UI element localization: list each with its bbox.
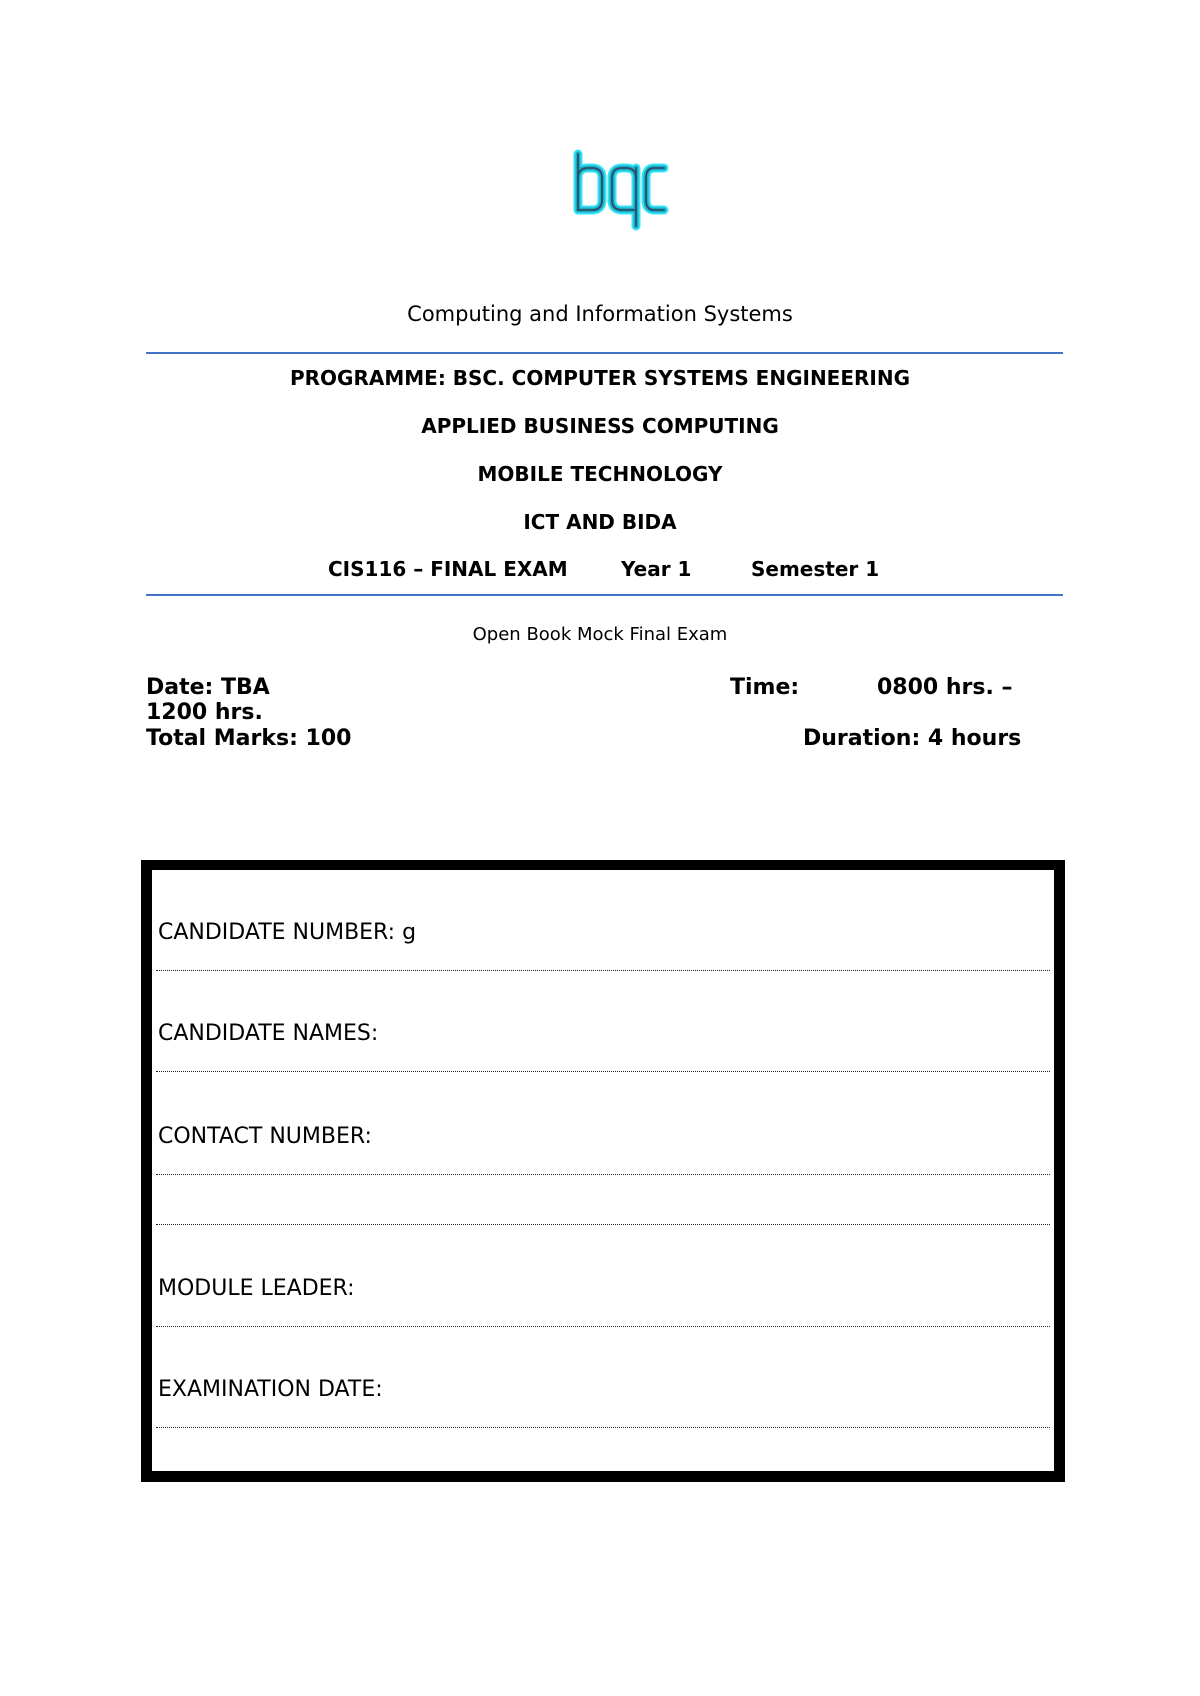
candidate-number-line[interactable] [156,970,1050,971]
candidate-names-line[interactable] [156,1071,1050,1072]
contact-number-label: CONTACT NUMBER: [158,1124,372,1149]
exam-semester: Semester 1 [751,557,880,581]
header-rule-bottom [146,594,1063,596]
header-rule-top [146,352,1063,354]
department-name: Computing and Information Systems [407,302,793,326]
course-line-2: MOBILE TECHNOLOGY [477,462,723,486]
module-leader-label: MODULE LEADER: [158,1276,355,1301]
exam-year: Year 1 [621,557,692,581]
candidate-details-box [141,860,1065,1482]
time-end: 1200 hrs. [146,700,263,725]
examination-date-line[interactable] [156,1427,1050,1428]
bqc-logo [570,148,670,232]
exam-date: Date: TBA [146,675,270,700]
examination-date-label: EXAMINATION DATE: [158,1377,383,1402]
course-line-3: ICT AND BIDA [523,510,677,534]
contact-number-line[interactable] [156,1174,1050,1175]
module-leader-line[interactable] [156,1326,1050,1327]
contact-number-line-2[interactable] [156,1224,1050,1225]
programme-title: PROGRAMME: BSC. COMPUTER SYSTEMS ENGINEERING [290,366,910,390]
total-marks: Total Marks: 100 [146,726,352,751]
exam-subtitle: Open Book Mock Final Exam [472,624,728,645]
course-line-1: APPLIED BUSINESS COMPUTING [421,414,779,438]
exam-code: CIS116 – FINAL EXAM [328,557,568,581]
candidate-number-label: CANDIDATE NUMBER: g [158,920,417,945]
duration: Duration: 4 hours [803,726,1022,751]
time-label: Time: [730,675,800,700]
time-value: 0800 hrs. – [877,675,1013,700]
candidate-names-label: CANDIDATE NAMES: [158,1021,379,1046]
